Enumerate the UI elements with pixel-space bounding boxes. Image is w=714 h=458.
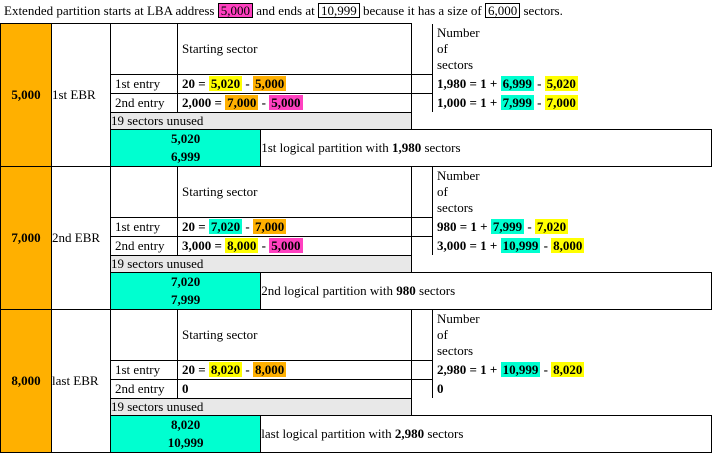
- eq-lhs: 1,000 = 1 +: [437, 95, 498, 110]
- eq-operator: -: [245, 362, 250, 377]
- range-last-sector: 6,999: [111, 148, 260, 166]
- eq-operand-a: 10,999: [502, 362, 539, 377]
- eq-operand-b: 5,000: [255, 76, 285, 91]
- caption-start-lba: 5,000: [218, 3, 253, 18]
- logical-partition-range: [111, 273, 261, 310]
- entry2-starting-sector: 0: [178, 380, 433, 399]
- table-row: [111, 94, 433, 113]
- eq-lhs: 2,000 =: [182, 95, 222, 110]
- ebr-entries-cell: [111, 24, 576, 113]
- eq-operand-a: 6,999: [502, 76, 532, 91]
- ebr-entries-table: [111, 167, 583, 255]
- desc-prefix: last logical partition with: [261, 426, 392, 441]
- eq-operand-a: 10,999: [502, 238, 539, 253]
- table-row: [111, 361, 433, 380]
- eq-lhs: 20 =: [182, 76, 206, 91]
- eq-operand-a: 7,000: [227, 95, 257, 110]
- eq-lhs: 3,000 = 1 +: [437, 238, 498, 253]
- ebr-chain-table: [0, 23, 712, 453]
- entry-label-spacer: [111, 24, 178, 75]
- eq-operand-a: 8,020: [210, 362, 241, 377]
- eq-lhs: 1,980 = 1 +: [437, 76, 498, 91]
- ebr-entries-cell: [111, 310, 583, 399]
- desc-size: 980: [396, 283, 416, 298]
- ebr-row: [1, 24, 712, 113]
- eq-operand-b: 5,000: [271, 95, 301, 110]
- eq-operator: -: [245, 219, 250, 234]
- desc-size: 2,980: [394, 426, 425, 441]
- ebr-lba-address: 5,000: [1, 24, 52, 167]
- caption-text-4: sectors.: [523, 3, 563, 18]
- entry-label-1: 1st entry: [111, 218, 178, 237]
- unused-sectors-label: 19 sectors unused: [111, 256, 412, 273]
- eq-operand-a: 7,020: [210, 219, 241, 234]
- range-last-sector: 7,999: [111, 291, 260, 309]
- eq-operand-b: 7,000: [255, 219, 285, 234]
- desc-prefix: 1st logical partition with: [261, 140, 389, 155]
- eq-lhs: 2,980 = 1 +: [437, 362, 498, 377]
- caption-end-lba: 10,999: [318, 3, 360, 18]
- desc-size: 1,980: [391, 140, 422, 155]
- entry1-starting-sector: [178, 361, 433, 380]
- entry-label-1: 1st entry: [111, 361, 178, 380]
- table-row: Starting sector Number of sectors: [111, 167, 433, 218]
- eq-operand-a: 5,020: [210, 76, 241, 91]
- caption-size: 6,000: [485, 3, 520, 18]
- logical-partition-desc: [261, 416, 712, 453]
- desc-prefix: 2nd logical partition with: [261, 283, 394, 298]
- unused-sectors-label: 19 sectors unused: [111, 399, 412, 416]
- range-first-sector: 5,020: [111, 130, 260, 148]
- range-first-sector: 7,020: [111, 273, 260, 291]
- eq-operand-b: 5,000: [271, 238, 301, 253]
- eq-lhs: 20 =: [182, 219, 206, 234]
- caption: [0, 0, 714, 23]
- table-row: 2nd entry 0 0: [111, 380, 433, 399]
- ebr-row: [1, 167, 712, 256]
- eq-lhs: 3,000 =: [182, 238, 222, 253]
- entry-label-2: 2nd entry: [111, 380, 178, 399]
- entry1-starting-sector: [178, 75, 433, 94]
- ebr-lba-address: 8,000: [1, 310, 52, 453]
- eq-operator: -: [261, 95, 267, 110]
- caption-text-1: Extended partition starts at LBA address: [4, 3, 215, 18]
- table-row: [111, 237, 433, 256]
- ebr-name: 2nd EBR: [52, 167, 111, 310]
- eq-operator: -: [537, 95, 542, 110]
- logical-partition-range: [111, 130, 261, 167]
- desc-suffix: sectors: [419, 283, 456, 298]
- eq-lhs: 20 =: [182, 362, 206, 377]
- eq-operand-a: 7,999: [502, 95, 532, 110]
- entry-label-2: 2nd entry: [111, 237, 178, 256]
- range-last-sector: 10,999: [111, 434, 260, 452]
- eq-operator: -: [537, 76, 542, 91]
- table-row: Starting sector Number of sectors: [111, 24, 433, 75]
- entry-label-spacer: [111, 310, 178, 361]
- desc-suffix: sectors: [427, 426, 464, 441]
- ebr-name: 1st EBR: [52, 24, 111, 167]
- eq-operand-a: 8,000: [227, 238, 257, 253]
- ebr-lba-address: 7,000: [1, 167, 52, 310]
- entry-label-2: 2nd entry: [111, 94, 178, 113]
- eq-operand-b: 7,020: [536, 219, 567, 234]
- header-starting-sector: Starting sector: [178, 167, 433, 218]
- entry-label-1: 1st entry: [111, 75, 178, 94]
- eq-operand-a: 7,999: [492, 219, 523, 234]
- ebr-entries-table: [111, 24, 576, 112]
- logical-partition-range: [111, 416, 261, 453]
- eq-lhs: 980 = 1 +: [437, 219, 488, 234]
- entry-label-spacer: [111, 167, 178, 218]
- entry2-starting-sector: [178, 94, 433, 113]
- logical-partition-desc: [261, 273, 712, 310]
- desc-suffix: sectors: [424, 140, 461, 155]
- entry2-starting-sector: [178, 237, 433, 256]
- caption-text-3: because it has a size of: [362, 3, 482, 18]
- unused-sectors-label: 19 sectors unused: [111, 113, 412, 130]
- eq-operator: -: [543, 238, 548, 253]
- ebr-entries-cell: [111, 167, 583, 256]
- eq-operand-b: 7,000: [546, 95, 576, 110]
- logical-partition-desc: [261, 130, 712, 167]
- eq-operator: -: [527, 219, 532, 234]
- eq-operand-b: 5,020: [546, 76, 576, 91]
- header-starting-sector: Starting sector: [178, 24, 433, 75]
- range-first-sector: 8,020: [111, 416, 260, 434]
- eq-operator: -: [245, 76, 250, 91]
- eq-operand-b: 8,020: [553, 362, 583, 377]
- table-row: [111, 75, 433, 94]
- table-row: [111, 218, 433, 237]
- table-row: Starting sector Number of sectors: [111, 310, 433, 361]
- ebr-row: [1, 310, 712, 399]
- caption-text-2: and ends at: [256, 3, 315, 18]
- header-starting-sector: Starting sector: [178, 310, 433, 361]
- eq-operand-b: 8,000: [553, 238, 583, 253]
- eq-operand-b: 8,000: [255, 362, 285, 377]
- eq-operator: -: [261, 238, 267, 253]
- eq-operator: -: [543, 362, 548, 377]
- ebr-entries-table: [111, 310, 583, 398]
- entry1-starting-sector: [178, 218, 433, 237]
- ebr-name: last EBR: [52, 310, 111, 453]
